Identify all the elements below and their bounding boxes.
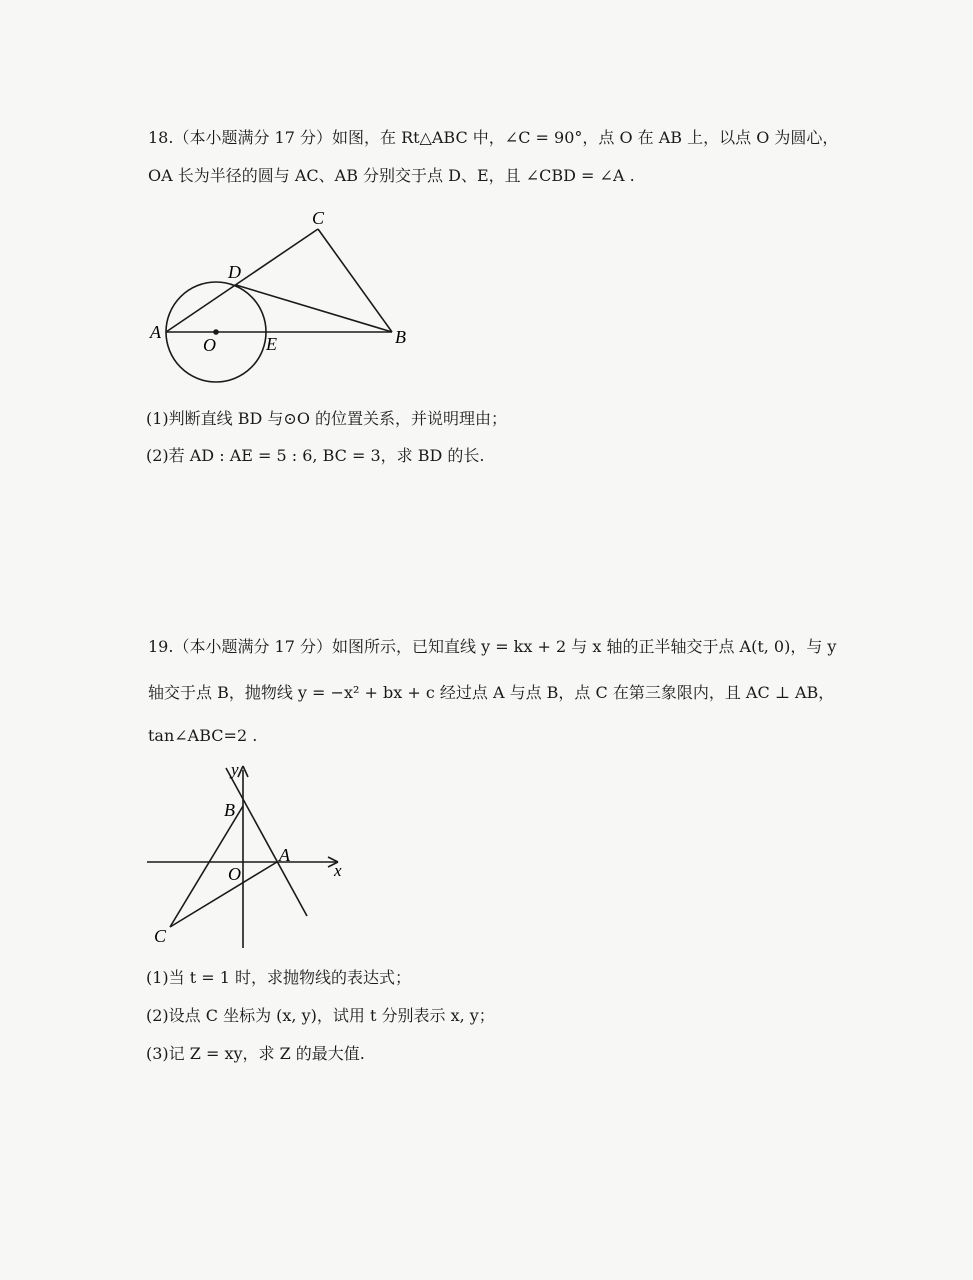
q19-statement-line1: 19.（本小题满分 17 分）如图所示，已知直线 y = kx + 2 与 x 轴的正半轴交于点 A(t, 0)，与 y — [148, 637, 837, 656]
segment-ac — [166, 229, 318, 332]
segment-cb — [318, 229, 392, 332]
label-c-19: C — [154, 926, 167, 946]
line-ab — [226, 768, 307, 916]
q18-statement-line2: OA 长为半径的圆与 AC、AB 分别交于点 D、E，且 ∠CBD = ∠A . — [148, 166, 635, 185]
q19-part3: (3)记 Z = xy，求 Z 的最大值. — [146, 1044, 365, 1063]
label-o: O — [203, 335, 216, 355]
label-b-19: B — [224, 800, 235, 820]
q19-part1: (1)当 t = 1 时，求抛物线的表达式； — [146, 968, 412, 987]
label-x-axis: x — [334, 861, 342, 880]
point-o-dot — [213, 329, 219, 335]
q19-statement-line2: 轴交于点 B，抛物线 y = −x² + bx + c 经过点 A 与点 B，点 C 在第三象限内，且 AC ⊥ AB， — [148, 683, 835, 702]
label-b: B — [395, 327, 406, 347]
label-e: E — [266, 334, 277, 354]
q19-part2: (2)设点 C 坐标为 (x, y)，试用 t 分别表示 x, y； — [146, 1006, 495, 1025]
label-y-axis: y — [231, 760, 239, 779]
q18-statement-line1: 18.（本小题满分 17 分）如图，在 Rt△ABC 中，∠C = 90°，点 O 在 AB 上，以点 O 为圆心， — [148, 128, 839, 147]
q19-statement-line3: tan∠ABC=2 . — [148, 726, 258, 745]
segment-ac-19 — [170, 862, 277, 927]
label-c: C — [312, 208, 325, 228]
q18-part1: (1)判断直线 BD 与⊙O 的位置关系，并说明理由； — [146, 409, 508, 428]
q18-geometry — [166, 229, 392, 382]
label-a: A — [150, 322, 161, 342]
q18-part2: (2)若 AD : AE = 5 : 6, BC = 3，求 BD 的长. — [146, 446, 485, 465]
label-o-19: O — [228, 864, 241, 884]
q19-geometry — [147, 768, 338, 948]
label-d: D — [228, 262, 241, 282]
label-a-19: A — [279, 845, 290, 865]
